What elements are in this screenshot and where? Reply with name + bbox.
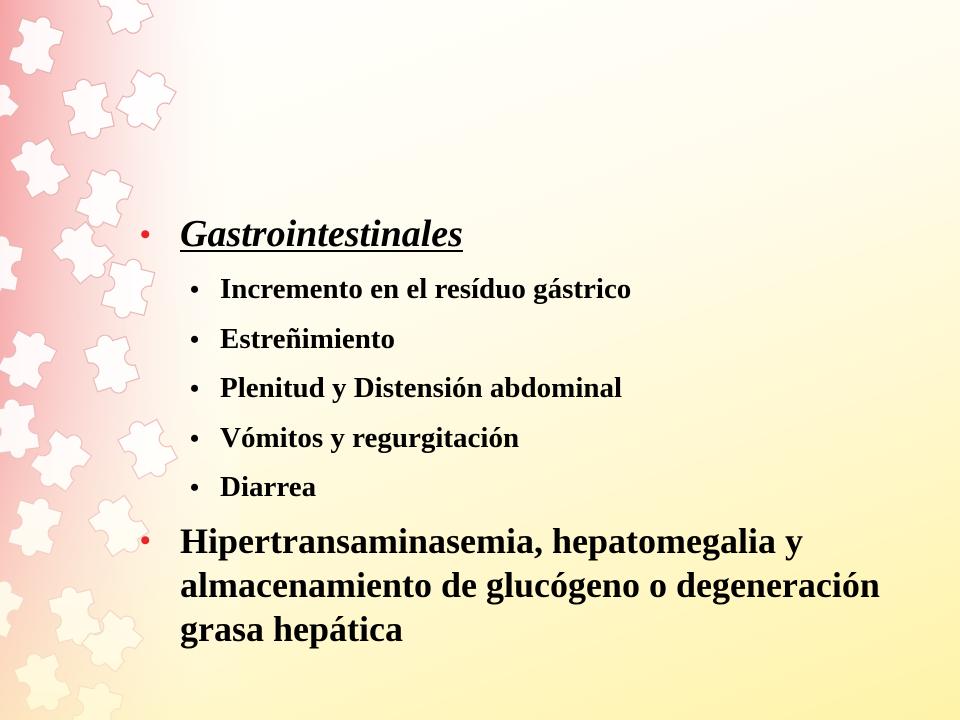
bullet-icon: • xyxy=(190,423,200,453)
sub-list-item xyxy=(140,364,940,414)
bullet-icon: • xyxy=(190,473,200,502)
sub-list-item xyxy=(140,265,940,315)
sub-item-text: Vómitos y regurgitación xyxy=(220,421,520,454)
sub-list-container xyxy=(140,265,940,513)
sub-item-text: Diarrea xyxy=(220,471,317,503)
sub-item-text: Incremento en el resíduo gástrico xyxy=(220,273,632,305)
bullet-icon: • xyxy=(190,324,200,354)
slide-content xyxy=(140,205,940,651)
red-bullet-icon: • xyxy=(140,218,151,251)
sub-list-item xyxy=(140,463,940,513)
red-bullet-icon: • xyxy=(140,523,151,557)
list-heading: Gastrointestinales xyxy=(180,213,463,255)
list-item-gastrointestinales xyxy=(140,205,940,263)
sub-item-text: Plenitud y Distensión abdominal xyxy=(220,372,623,404)
sub-item-text: Estreñimiento xyxy=(220,322,396,355)
hepatic-item-text: Hipertransaminasemia, hepatomegalia y almacenamiento de glucógeno o degeneración grasa hepática xyxy=(180,520,880,649)
bullet-list xyxy=(140,205,940,651)
sub-list-item xyxy=(140,315,940,365)
sub-list-item xyxy=(140,414,940,464)
list-item-hepatic xyxy=(140,519,940,651)
sub-list xyxy=(140,265,940,513)
bullet-icon: • xyxy=(190,374,200,403)
bullet-icon: • xyxy=(190,275,200,304)
